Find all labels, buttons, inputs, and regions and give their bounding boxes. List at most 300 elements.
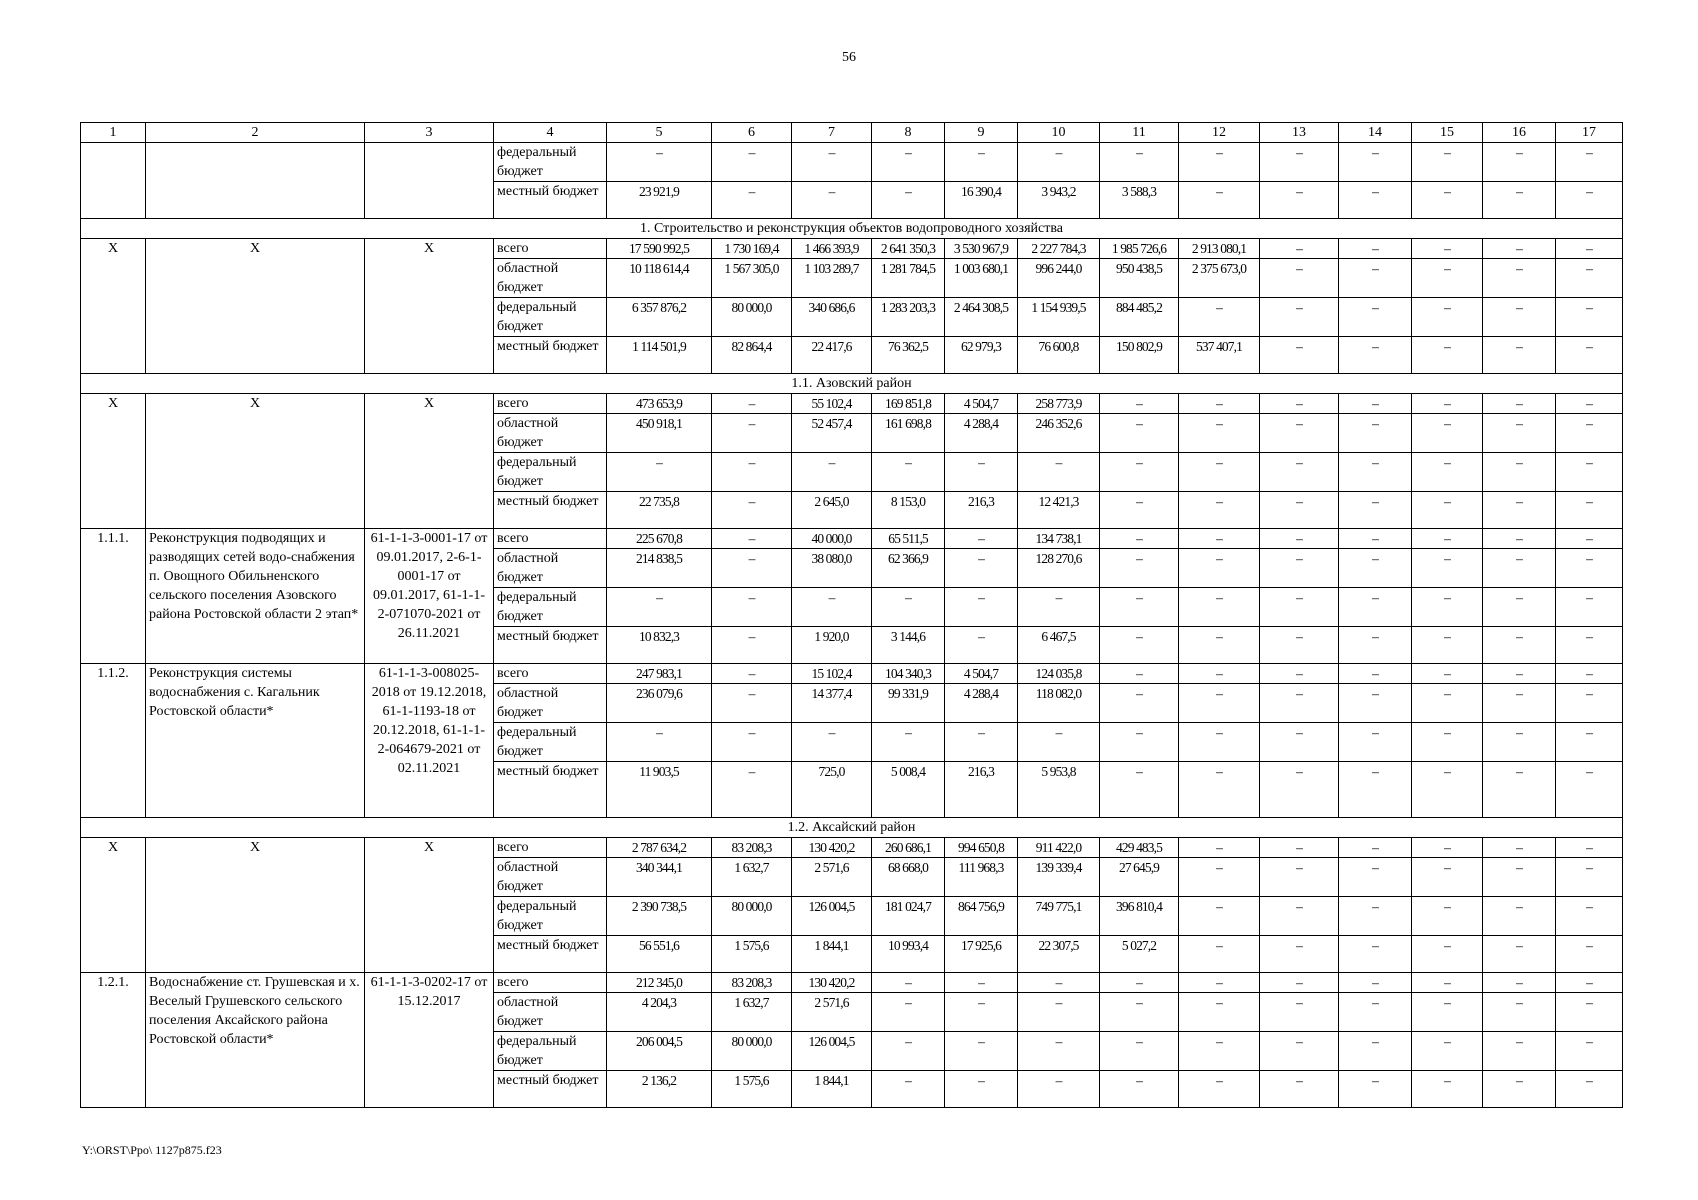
dash-cell: – [712, 549, 792, 588]
dash-cell: – [1260, 492, 1339, 529]
dash-cell: – [1412, 453, 1483, 492]
budget-table [80, 122, 1623, 1108]
value-cell: 3 588,3 [1100, 182, 1179, 219]
dash-cell: – [1100, 627, 1179, 664]
dash-cell: – [792, 588, 872, 627]
column-header: 5 [607, 123, 712, 143]
dash-cell: – [1260, 529, 1339, 549]
dash-cell: – [1260, 549, 1339, 588]
dash-cell: – [712, 664, 792, 684]
section-title-row [81, 219, 1623, 239]
dash-cell: – [712, 182, 792, 219]
object-name: Реконструкция системы водоснабжения с. Кагальник Ростовской области* [146, 664, 365, 818]
dash-cell: – [1412, 529, 1483, 549]
value-cell: 247 983,1 [607, 664, 712, 684]
dash-cell: – [1483, 936, 1556, 973]
dash-cell: – [1260, 936, 1339, 973]
dash-cell: – [1260, 239, 1339, 259]
value-cell: 62 366,9 [872, 549, 945, 588]
column-header: 1 [81, 123, 146, 143]
value-cell: 68 668,0 [872, 858, 945, 897]
dash-cell: – [1100, 1071, 1179, 1108]
value-cell: 82 864,4 [712, 337, 792, 374]
value-cell: 6 467,5 [1018, 627, 1100, 664]
dash-cell: – [1556, 259, 1623, 298]
dash-cell: – [1100, 588, 1179, 627]
budget-type-label: областной бюджет [494, 259, 607, 298]
budget-type-label: местный бюджет [494, 337, 607, 374]
dash-cell: – [1483, 414, 1556, 453]
budget-type-label: всего [494, 529, 607, 549]
value-cell: 80 000,0 [712, 1032, 792, 1071]
value-cell: 225 670,8 [607, 529, 712, 549]
dash-cell: – [1483, 1032, 1556, 1071]
value-cell: 22 417,6 [792, 337, 872, 374]
dash-cell: – [945, 1071, 1018, 1108]
dash-cell: – [1339, 143, 1412, 182]
dash-cell: – [1412, 588, 1483, 627]
section-title: 1.1. Азовский район [81, 374, 1623, 394]
dash-cell: – [1179, 453, 1260, 492]
dash-cell: – [1412, 492, 1483, 529]
dash-cell: – [1260, 684, 1339, 723]
dash-cell: – [712, 762, 792, 818]
empty-cell [81, 143, 146, 219]
dash-cell: – [1018, 1071, 1100, 1108]
x-mark: Х [81, 838, 146, 973]
dash-cell: – [945, 723, 1018, 762]
dash-cell: – [1339, 492, 1412, 529]
value-cell: 1 567 305,0 [712, 259, 792, 298]
value-cell: 1 575,6 [712, 1071, 792, 1108]
dash-cell: – [1339, 588, 1412, 627]
dash-cell: – [1100, 529, 1179, 549]
value-cell: 396 810,4 [1100, 897, 1179, 936]
budget-type-label: федеральный бюджет [494, 1032, 607, 1071]
dash-cell: – [792, 453, 872, 492]
value-cell: 1 283 203,3 [872, 298, 945, 337]
dash-cell: – [872, 973, 945, 993]
dash-cell: – [945, 993, 1018, 1032]
dash-cell: – [1483, 549, 1556, 588]
column-header: 11 [1100, 123, 1179, 143]
dash-cell: – [1100, 549, 1179, 588]
dash-cell: – [607, 143, 712, 182]
object-code: 61-1-1-3-0202-17 от 15.12.2017 [365, 973, 494, 1108]
dash-cell: – [1100, 394, 1179, 414]
dash-cell: – [1339, 973, 1412, 993]
column-header: 16 [1483, 123, 1556, 143]
dash-cell: – [1179, 723, 1260, 762]
dash-cell: – [1179, 1032, 1260, 1071]
dash-cell: – [1483, 723, 1556, 762]
dash-cell: – [1260, 858, 1339, 897]
value-cell: 996 244,0 [1018, 259, 1100, 298]
value-cell: 55 102,4 [792, 394, 872, 414]
dash-cell: – [1483, 993, 1556, 1032]
dash-cell: – [1260, 588, 1339, 627]
column-header: 8 [872, 123, 945, 143]
value-cell: 1 632,7 [712, 858, 792, 897]
value-cell: 76 600,8 [1018, 337, 1100, 374]
value-cell: 1 844,1 [792, 1071, 872, 1108]
dash-cell: – [1260, 1071, 1339, 1108]
dash-cell: – [1483, 858, 1556, 897]
value-cell: 11 903,5 [607, 762, 712, 818]
value-cell: 62 979,3 [945, 337, 1018, 374]
dash-cell: – [1339, 684, 1412, 723]
dash-cell: – [1556, 897, 1623, 936]
value-cell: 16 390,4 [945, 182, 1018, 219]
value-cell: 260 686,1 [872, 838, 945, 858]
dash-cell: – [1260, 897, 1339, 936]
budget-type-label: федеральный бюджет [494, 453, 607, 492]
dash-cell: – [1556, 627, 1623, 664]
dash-cell: – [1260, 993, 1339, 1032]
value-cell: 4 204,3 [607, 993, 712, 1032]
section-title: 1.2. Аксайский район [81, 818, 1623, 838]
value-cell: 246 352,6 [1018, 414, 1100, 453]
budget-type-label: федеральный бюджет [494, 588, 607, 627]
budget-type-label: федеральный бюджет [494, 298, 607, 337]
dash-cell: – [1556, 762, 1623, 818]
value-cell: 10 993,4 [872, 936, 945, 973]
dash-cell: – [1179, 897, 1260, 936]
dash-cell: – [1412, 762, 1483, 818]
budget-row-vsego [81, 973, 1623, 993]
value-cell: 1 114 501,9 [607, 337, 712, 374]
dash-cell: – [1556, 973, 1623, 993]
budget-type-label: местный бюджет [494, 936, 607, 973]
dash-cell: – [1556, 838, 1623, 858]
value-cell: 1 844,1 [792, 936, 872, 973]
value-cell: 2 571,6 [792, 993, 872, 1032]
value-cell: 950 438,5 [1100, 259, 1179, 298]
dash-cell: – [1018, 453, 1100, 492]
budget-type-label: федеральный бюджет [494, 143, 607, 182]
dash-cell: – [1483, 182, 1556, 219]
value-cell: 725,0 [792, 762, 872, 818]
dash-cell: – [1556, 1071, 1623, 1108]
x-mark: Х [365, 394, 494, 529]
dash-cell: – [1179, 664, 1260, 684]
dash-cell: – [1412, 664, 1483, 684]
value-cell: 128 270,6 [1018, 549, 1100, 588]
dash-cell: – [1556, 1032, 1623, 1071]
dash-cell: – [1412, 182, 1483, 219]
x-mark: Х [81, 239, 146, 374]
value-cell: 2 390 738,5 [607, 897, 712, 936]
dash-cell: – [1179, 529, 1260, 549]
column-header: 10 [1018, 123, 1100, 143]
page-number: 56 [842, 50, 856, 65]
dash-cell: – [1412, 394, 1483, 414]
budget-type-label: всего [494, 394, 607, 414]
value-cell: 130 420,2 [792, 838, 872, 858]
dash-cell: – [1179, 588, 1260, 627]
value-cell: 5 008,4 [872, 762, 945, 818]
budget-row-vsego [81, 394, 1623, 414]
value-cell: 99 331,9 [872, 684, 945, 723]
dash-cell: – [1100, 143, 1179, 182]
dash-cell: – [1339, 993, 1412, 1032]
value-cell: 5 027,2 [1100, 936, 1179, 973]
dash-cell: – [1483, 897, 1556, 936]
value-cell: 864 756,9 [945, 897, 1018, 936]
dash-cell: – [712, 143, 792, 182]
x-mark: Х [146, 394, 365, 529]
x-mark: Х [146, 239, 365, 374]
value-cell: 83 208,3 [712, 838, 792, 858]
dash-cell: – [1483, 529, 1556, 549]
dash-cell: – [1556, 414, 1623, 453]
value-cell: 4 288,4 [945, 684, 1018, 723]
dash-cell: – [1412, 858, 1483, 897]
dash-cell: – [1179, 627, 1260, 664]
dash-cell: – [1483, 627, 1556, 664]
dash-cell: – [945, 529, 1018, 549]
dash-cell: – [1179, 549, 1260, 588]
dash-cell: – [1483, 664, 1556, 684]
column-header: 6 [712, 123, 792, 143]
value-cell: 4 288,4 [945, 414, 1018, 453]
dash-cell: – [945, 973, 1018, 993]
dash-cell: – [1100, 664, 1179, 684]
value-cell: 80 000,0 [712, 298, 792, 337]
section-title-row [81, 818, 1623, 838]
object-number: 1.2.1. [81, 973, 146, 1108]
value-cell: 3 943,2 [1018, 182, 1100, 219]
value-cell: 8 153,0 [872, 492, 945, 529]
dash-cell: – [607, 453, 712, 492]
value-cell: 2 787 634,2 [607, 838, 712, 858]
dash-cell: – [1100, 723, 1179, 762]
value-cell: 429 483,5 [1100, 838, 1179, 858]
budget-row-federalny [81, 143, 1623, 182]
dash-cell: – [1339, 259, 1412, 298]
dash-cell: – [872, 143, 945, 182]
dash-cell: – [1483, 337, 1556, 374]
dash-cell: – [1018, 723, 1100, 762]
budget-type-label: федеральный бюджет [494, 897, 607, 936]
dash-cell: – [1339, 936, 1412, 973]
dash-cell: – [1179, 1071, 1260, 1108]
budget-type-label: местный бюджет [494, 1071, 607, 1108]
value-cell: 65 511,5 [872, 529, 945, 549]
value-cell: 206 004,5 [607, 1032, 712, 1071]
dash-cell: – [1556, 723, 1623, 762]
dash-cell: – [712, 723, 792, 762]
dash-cell: – [1100, 1032, 1179, 1071]
dash-cell: – [1483, 453, 1556, 492]
value-cell: 473 653,9 [607, 394, 712, 414]
value-cell: 450 918,1 [607, 414, 712, 453]
value-cell: 10 118 614,4 [607, 259, 712, 298]
dash-cell: – [1483, 1071, 1556, 1108]
dash-cell: – [1556, 143, 1623, 182]
dash-cell: – [1179, 182, 1260, 219]
value-cell: 124 035,8 [1018, 664, 1100, 684]
column-header: 13 [1260, 123, 1339, 143]
budget-type-label: местный бюджет [494, 182, 607, 219]
value-cell: 2 641 350,3 [872, 239, 945, 259]
dash-cell: – [1339, 1071, 1412, 1108]
value-cell: 340 344,1 [607, 858, 712, 897]
dash-cell: – [1339, 182, 1412, 219]
dash-cell: – [1179, 762, 1260, 818]
dash-cell: – [1339, 838, 1412, 858]
dash-cell: – [872, 1032, 945, 1071]
dash-cell: – [1018, 1032, 1100, 1071]
dash-cell: – [1260, 298, 1339, 337]
x-mark: Х [365, 838, 494, 973]
dash-cell: – [1339, 453, 1412, 492]
budget-type-label: областной бюджет [494, 684, 607, 723]
dash-cell: – [1556, 182, 1623, 219]
dash-cell: – [1412, 936, 1483, 973]
dash-cell: – [1260, 182, 1339, 219]
dash-cell: – [945, 627, 1018, 664]
budget-type-label: областной бюджет [494, 414, 607, 453]
column-header: 2 [146, 123, 365, 143]
dash-cell: – [1412, 684, 1483, 723]
dash-cell: – [1556, 993, 1623, 1032]
dash-cell: – [1412, 414, 1483, 453]
value-cell: 169 851,8 [872, 394, 945, 414]
dash-cell: – [1339, 664, 1412, 684]
budget-type-label: местный бюджет [494, 492, 607, 529]
dash-cell: – [1412, 143, 1483, 182]
dash-cell: – [1339, 627, 1412, 664]
budget-type-label: всего [494, 973, 607, 993]
object-number: 1.1.1. [81, 529, 146, 664]
budget-row-vsego [81, 664, 1623, 684]
dash-cell: – [1339, 858, 1412, 897]
value-cell: 5 953,8 [1018, 762, 1100, 818]
dash-cell: – [872, 993, 945, 1032]
footer-path: Y:\ORST\Ppo\ 1127p875.f23 [82, 1143, 222, 1157]
value-cell: 2 227 784,3 [1018, 239, 1100, 259]
dash-cell: – [1260, 259, 1339, 298]
budget-type-label: всего [494, 838, 607, 858]
dash-cell: – [1179, 973, 1260, 993]
dash-cell: – [1483, 259, 1556, 298]
dash-cell: – [1483, 973, 1556, 993]
empty-cell [146, 143, 365, 219]
table-body [81, 123, 1623, 1108]
dash-cell: – [792, 143, 872, 182]
dash-cell: – [1556, 239, 1623, 259]
object-name: Водоснабжение ст. Грушевская и х. Веселый Грушевского сельского поселения Аксайского района Ростовской области* [146, 973, 365, 1108]
value-cell: 340 686,6 [792, 298, 872, 337]
dash-cell: – [945, 143, 1018, 182]
value-cell: 911 422,0 [1018, 838, 1100, 858]
dash-cell: – [712, 453, 792, 492]
dash-cell: – [1483, 762, 1556, 818]
dash-cell: – [1100, 993, 1179, 1032]
dash-cell: – [1339, 723, 1412, 762]
value-cell: 139 339,4 [1018, 858, 1100, 897]
value-cell: 1 920,0 [792, 627, 872, 664]
dash-cell: – [1100, 453, 1179, 492]
dash-cell: – [1179, 298, 1260, 337]
value-cell: 2 464 308,5 [945, 298, 1018, 337]
value-cell: 22 735,8 [607, 492, 712, 529]
dash-cell: – [607, 723, 712, 762]
budget-type-label: всего [494, 664, 607, 684]
value-cell: 80 000,0 [712, 897, 792, 936]
value-cell: 83 208,3 [712, 973, 792, 993]
dash-cell: – [1179, 414, 1260, 453]
empty-cell [365, 143, 494, 219]
dash-cell: – [1260, 664, 1339, 684]
value-cell: 104 340,3 [872, 664, 945, 684]
dash-cell: – [1412, 259, 1483, 298]
dash-cell: – [1339, 529, 1412, 549]
value-cell: 1 632,7 [712, 993, 792, 1032]
dash-cell: – [1483, 239, 1556, 259]
dash-cell: – [1260, 414, 1339, 453]
dash-cell: – [1260, 143, 1339, 182]
dash-cell: – [1100, 973, 1179, 993]
dash-cell: – [1412, 298, 1483, 337]
dash-cell: – [1339, 1032, 1412, 1071]
dash-cell: – [1260, 337, 1339, 374]
dash-cell: – [1412, 993, 1483, 1032]
dash-cell: – [712, 588, 792, 627]
dash-cell: – [1179, 143, 1260, 182]
dash-cell: – [1260, 762, 1339, 818]
value-cell: 4 504,7 [945, 664, 1018, 684]
dash-cell: – [1483, 394, 1556, 414]
section-title: 1. Строительство и реконструкция объектов водопроводного хозяйства [81, 219, 1623, 239]
dash-cell: – [1556, 664, 1623, 684]
value-cell: 126 004,5 [792, 1032, 872, 1071]
budget-type-label: всего [494, 239, 607, 259]
dash-cell: – [1412, 838, 1483, 858]
budget-type-label: федеральный бюджет [494, 723, 607, 762]
value-cell: 216,3 [945, 492, 1018, 529]
value-cell: 56 551,6 [607, 936, 712, 973]
value-cell: 1 985 726,6 [1100, 239, 1179, 259]
column-header: 14 [1339, 123, 1412, 143]
dash-cell: – [1412, 1032, 1483, 1071]
value-cell: 216,3 [945, 762, 1018, 818]
value-cell: 17 590 992,5 [607, 239, 712, 259]
value-cell: 12 421,3 [1018, 492, 1100, 529]
dash-cell: – [1100, 762, 1179, 818]
dash-cell: – [1018, 973, 1100, 993]
value-cell: 38 080,0 [792, 549, 872, 588]
dash-cell: – [1412, 723, 1483, 762]
budget-type-label: местный бюджет [494, 762, 607, 818]
dash-cell: – [712, 414, 792, 453]
dash-cell: – [1179, 492, 1260, 529]
value-cell: 22 307,5 [1018, 936, 1100, 973]
column-header: 7 [792, 123, 872, 143]
dash-cell: – [1260, 838, 1339, 858]
dash-cell: – [1556, 858, 1623, 897]
value-cell: 2 136,2 [607, 1071, 712, 1108]
value-cell: 76 362,5 [872, 337, 945, 374]
dash-cell: – [1100, 684, 1179, 723]
dash-cell: – [712, 492, 792, 529]
dash-cell: – [1339, 414, 1412, 453]
dash-cell: – [1412, 897, 1483, 936]
value-cell: 118 082,0 [1018, 684, 1100, 723]
dash-cell: – [1412, 1071, 1483, 1108]
dash-cell: – [1179, 936, 1260, 973]
